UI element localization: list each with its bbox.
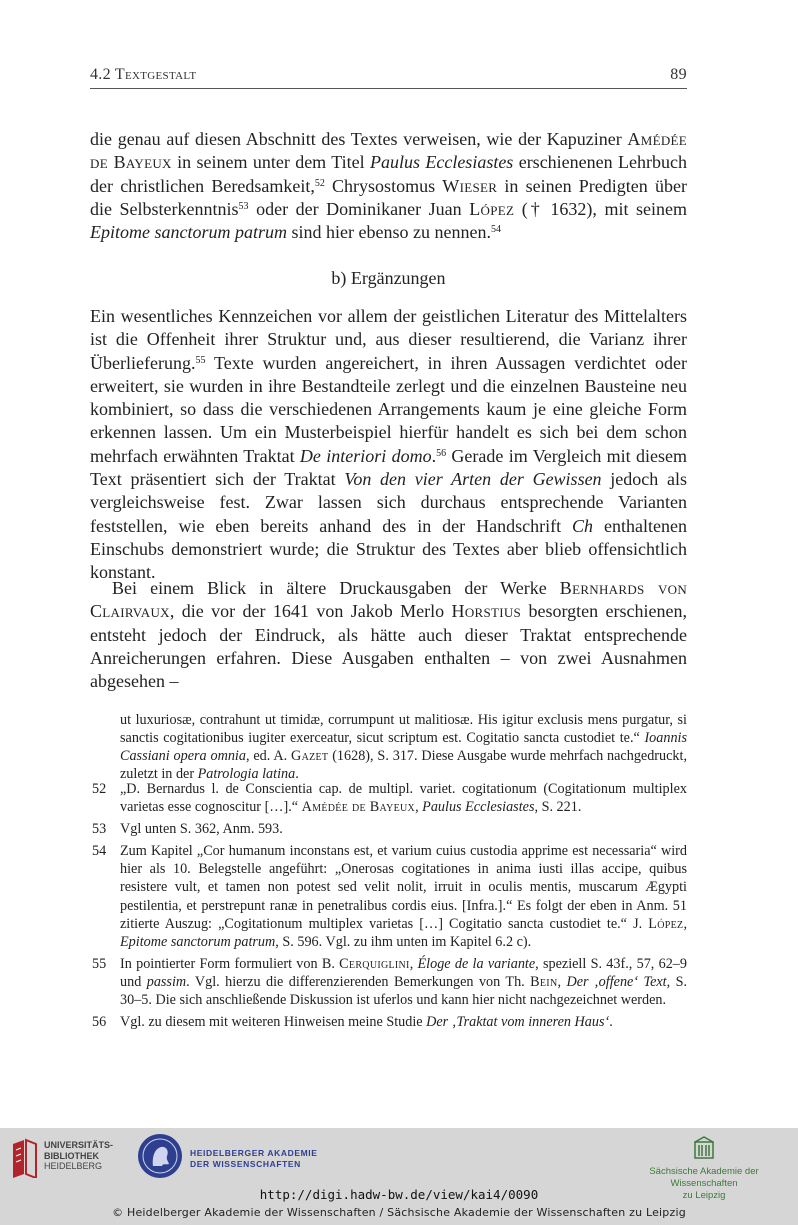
author-name: Amédée de Bayeux bbox=[301, 799, 416, 816]
author-name: Amédée de Bayeux bbox=[90, 129, 687, 173]
ub-logo-line: HEIDELBERG bbox=[44, 1161, 103, 1171]
running-head bbox=[90, 66, 687, 86]
text-run: Vgl unten S. 362, Anm. 593. bbox=[120, 821, 283, 838]
author-name: López bbox=[648, 915, 684, 932]
hadw-logo-line: HEIDELBERGER AKADEMIE bbox=[190, 1148, 318, 1158]
text-run: , bbox=[415, 799, 423, 816]
manuscript-siglum: Ch bbox=[572, 515, 594, 536]
text-run: Zum Kapitel „Cor humanum inconstans est, et varium cuius custodia apprime est necessaria“ wird hier als 10. Belegstelle angeführt: „Onerosas cogitationes in anima iusti illas accipe, quibus resistere vult, et tamen non potest sed velit nolit, irruit in oculis mentis, muscarum Ægypti pestilentia, et perstrepunt ranæ in penetralibus cordis eius. [Infra.].“ Es folgt der eben in Anm. 51 zitierte Auszug: „Cogitationum multiplex varietas […] Cogitatio sancta custodiet te.“ J. bbox=[120, 843, 687, 932]
text-run: jedoch als vergleichsweise fest. Zwar lassen sich durchaus entsprechende Varianten feststellen, wie eben bereits anhand des in der Handschrift bbox=[90, 469, 687, 536]
author-name: Gazet bbox=[291, 748, 329, 765]
footnote-ref[interactable]: 52 bbox=[314, 177, 325, 189]
footnote-ref[interactable]: 55 bbox=[195, 354, 206, 366]
text-run: „D. Bernardus l. de Conscientia cap. de multipl. variet. cogitationum (Cogitationum multiplex varietas esse cognoscitur […].“ bbox=[120, 781, 687, 816]
viewer-footer bbox=[0, 1128, 798, 1225]
footnote-ref[interactable]: 54 bbox=[490, 224, 501, 236]
text-run: enthaltenen Einschubs demonstriert wurde; die Struktur des Textes aber blieb offensichtlich konstant. bbox=[90, 515, 687, 583]
footnotes bbox=[90, 780, 687, 1035]
building-icon bbox=[694, 1136, 714, 1160]
latin-term: passim bbox=[146, 973, 187, 990]
work-title: Ioannis Cassiani opera omnia bbox=[120, 730, 687, 765]
work-title: Éloge de la variante bbox=[417, 955, 536, 972]
copyright-notice: © Heidelberger Akademie der Wissenschaften / Sächsische Akademie der Wissenschaften zu Leipzig bbox=[112, 1206, 686, 1219]
work-title: Der ‚Traktat vom inneren Haus‘ bbox=[426, 1014, 610, 1031]
hadw-logo[interactable] bbox=[138, 1134, 328, 1188]
author-name: Cerquiglini bbox=[339, 955, 410, 972]
text-run: in seinem unter dem Titel bbox=[171, 152, 370, 173]
subheading: b) Ergänzungen bbox=[331, 268, 446, 288]
footnote-number: 54 bbox=[92, 843, 107, 860]
text-run: oder der Dominikaner Juan bbox=[248, 198, 470, 219]
text-run: (1628), S. 317. Diese Ausgabe wurde mehrfach nachgedruckt, zuletzt in der bbox=[120, 748, 687, 783]
work-title: De interiori domo bbox=[299, 445, 432, 466]
work-title: Der ‚offene‘ Text bbox=[566, 973, 667, 990]
work-title: Paulus Ecclesiastes bbox=[369, 152, 514, 173]
footnote-52 bbox=[90, 780, 687, 816]
text-run: , speziell S. 43f., 57, 62–9 und bbox=[120, 955, 687, 990]
text-run: in seinen Predigten über die Selbsterkenntnis bbox=[90, 175, 687, 219]
author-name: Bernhards von Clairvaux bbox=[90, 578, 688, 622]
ub-heidelberg-logo[interactable] bbox=[8, 1136, 118, 1182]
paragraph-2 bbox=[90, 305, 687, 585]
text-run: , S. 221. bbox=[534, 799, 582, 816]
footnote-number: 56 bbox=[92, 1014, 107, 1031]
text-run: , ed. A. bbox=[245, 748, 292, 765]
text-run: Chrysostomus bbox=[324, 175, 443, 196]
footnote-number: 53 bbox=[92, 821, 107, 838]
footnote-55 bbox=[90, 955, 687, 1009]
work-title: Von den vier Arten der Gewissen bbox=[344, 469, 602, 490]
saxon-logo-line: zu Leipzig bbox=[682, 1190, 726, 1201]
author-name: López bbox=[469, 198, 515, 219]
text-run: Ein wesentliches Kennzeichen vor allem der geistlichen Literatur des Mittelalters ist die Offenheit ihrer Struktur und, aus dieser resultierend, die Varianz ihrer Überlieferung. bbox=[90, 306, 687, 373]
text-run: († 1632), mit seinem bbox=[514, 198, 687, 219]
text-run: . bbox=[431, 445, 437, 466]
academy-seal-icon bbox=[138, 1134, 182, 1178]
footnote-ref[interactable]: 56 bbox=[436, 447, 447, 459]
text-run: . Vgl. hierzu die differenzierenden Bemerkungen von Th. bbox=[186, 973, 531, 990]
text-run: In pointierter Form formuliert von B. bbox=[120, 955, 340, 972]
ub-book-icon bbox=[10, 1138, 38, 1178]
page-number: 89 bbox=[670, 66, 687, 83]
text-run: ut luxuriosæ, contrahunt ut timidæ, corrumpunt ut malitiosæ. His igitur exclusis mens purgatur, si sanctis cogitationibus iugiter exerceatur, sicut scriptum est. Cogitatio sancta custodiet te.“ bbox=[120, 712, 687, 747]
work-title: Epitome sanctorum patrum bbox=[90, 222, 287, 243]
ub-logo-line: BIBLIOTHEK bbox=[44, 1150, 99, 1161]
footnote-number: 52 bbox=[92, 781, 107, 797]
text-run: sind hier ebenso zu nennen. bbox=[287, 222, 491, 243]
text-run: , bbox=[683, 915, 687, 932]
text-run: Texte wurden angereichert, in ihren Aussagen verdichtet oder erweitert, sie wurden in ihre Bestandteile zerlegt und die einzelnen Bausteine neu kombiniert, so dass die verschiedenen Arrangements kaum je eine gleiche Form erkennen lassen. Um ein Musterbeispiel hierfür handelt es sich bei dem schon mehrfach erwähnten Traktat bbox=[90, 352, 687, 466]
author-name: Bein bbox=[530, 973, 558, 990]
hadw-logo-text bbox=[190, 1148, 318, 1170]
footnote-continuation bbox=[120, 711, 687, 783]
header-rule bbox=[90, 88, 687, 89]
saxon-logo-line: Sächsische Akademie der Wissenschaften bbox=[649, 1166, 759, 1189]
text-run: , S. 30–5. Die sich anschließende Diskussion ist uferlos und kann hier nicht nachgezeichnet werden. bbox=[120, 973, 688, 1009]
paragraph-1 bbox=[90, 128, 687, 244]
section-title: 4.2 Textgestalt bbox=[90, 66, 197, 83]
author-name: Horstius bbox=[451, 601, 522, 622]
text-run: Gerade im Vergleich mit diesem Text präsentiert sich der Traktat bbox=[90, 445, 687, 490]
ub-logo-line: UNIVERSITÄTS- bbox=[44, 1140, 114, 1150]
text-run: erschienenen Lehrbuch der christlichen Beredsamkeit, bbox=[90, 152, 687, 196]
work-title: Paulus Ecclesiastes bbox=[422, 799, 535, 816]
ub-logo-text bbox=[44, 1140, 113, 1172]
work-title: Epitome sanctorum patrum bbox=[120, 933, 276, 950]
footnote-54 bbox=[90, 842, 687, 951]
paragraph-3 bbox=[90, 577, 687, 693]
footnote-number: 55 bbox=[92, 955, 107, 972]
footnote-56 bbox=[90, 1013, 687, 1031]
text-run: , bbox=[409, 955, 418, 972]
text-run: , die vor der 1641 von Jakob Merlo bbox=[169, 601, 452, 622]
footnote-53 bbox=[90, 820, 687, 838]
text-run: . bbox=[295, 766, 299, 783]
text-run: , S. 596. Vgl. zu ihm unten im Kapitel 6.2 c). bbox=[275, 933, 532, 950]
text-run: Vgl. zu diesem mit weiteren Hinweisen meine Studie bbox=[120, 1014, 427, 1031]
text-run: , bbox=[557, 973, 567, 990]
footnote-ref[interactable]: 53 bbox=[238, 200, 249, 212]
text-run: besorgten erschienen, entsteht jedoch der Eindruck, als hätte auch dieser Traktat entsprechende Anreicherungen erfahren. Diese Ausgaben enthalten – von zwei Ausnahmen abgesehen – bbox=[90, 601, 687, 692]
text-run: die genau auf diesen Abschnitt des Textes verweisen, wie der Kapuziner bbox=[90, 129, 628, 149]
text-run: . bbox=[609, 1014, 613, 1031]
text-run: Bei einem Blick in ältere Druckausgaben der Werke bbox=[112, 578, 560, 598]
hadw-logo-line: DER WISSENSCHAFTEN bbox=[190, 1159, 301, 1169]
work-title: Patrologia latina bbox=[197, 766, 296, 783]
page-url-link[interactable]: http://digi.hadw-bw.de/view/kai4/0090 bbox=[259, 1187, 539, 1202]
author-name: Wieser bbox=[442, 175, 498, 196]
